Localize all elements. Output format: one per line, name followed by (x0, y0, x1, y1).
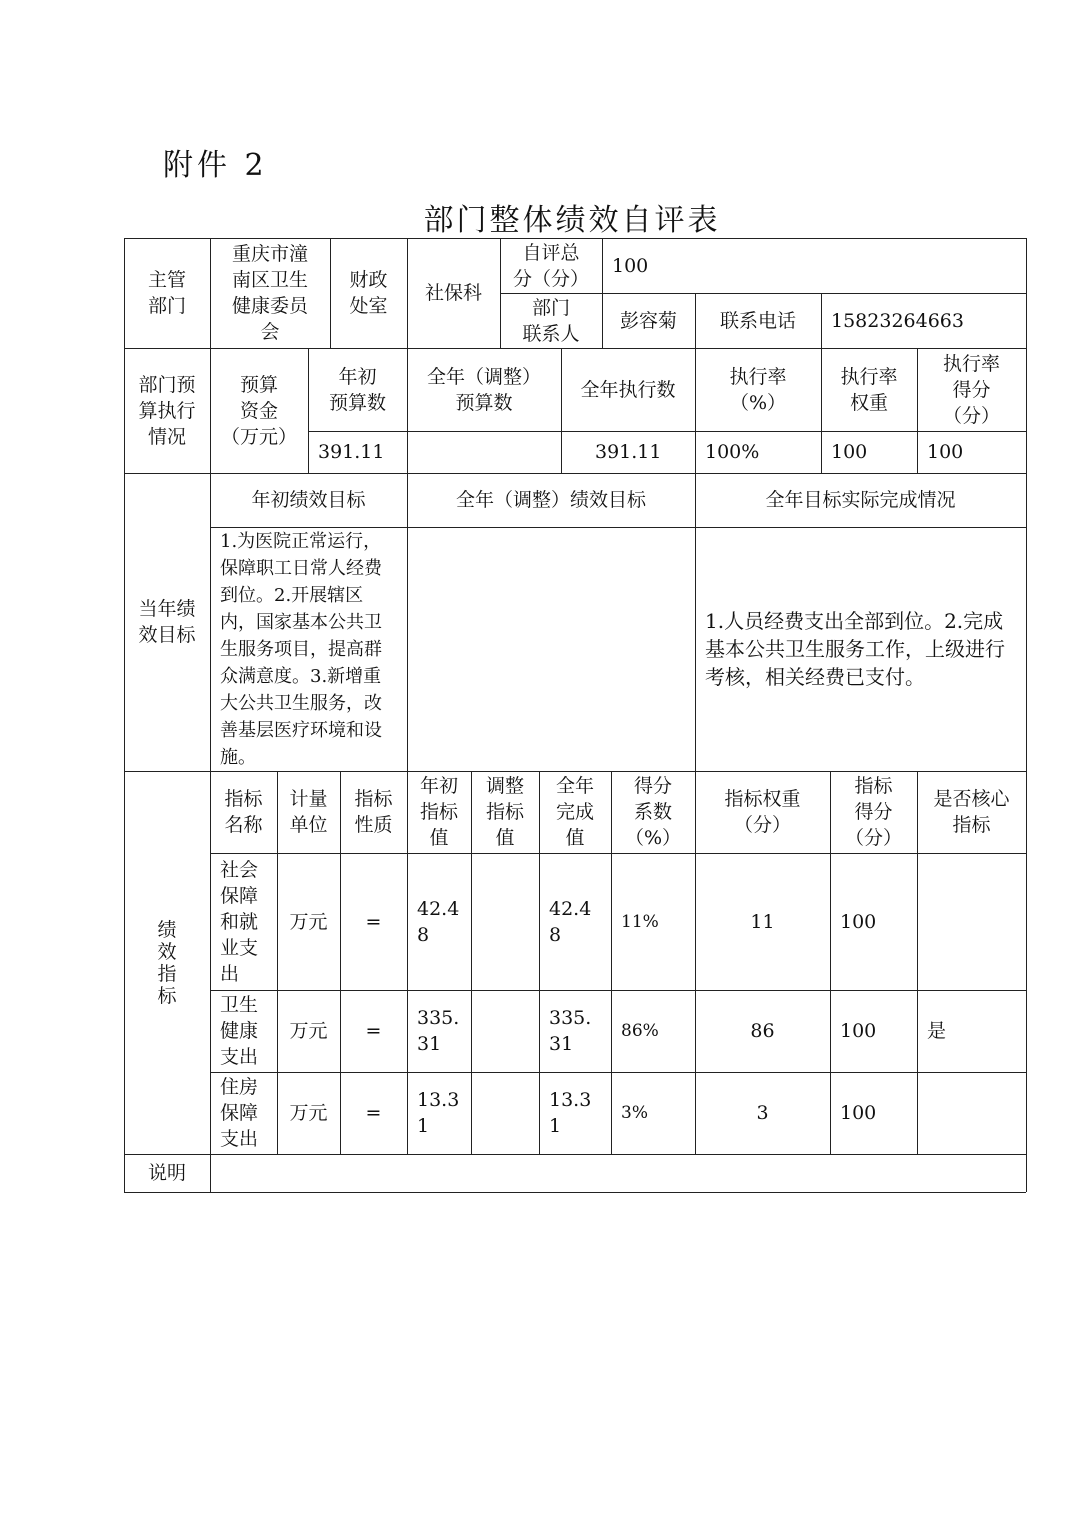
indicator-row-coef: 86% (621, 1021, 659, 1041)
budget-score: 100 (927, 441, 964, 463)
page-title: 部门整体绩效自评表 (423, 203, 721, 238)
budget-rate: 100% (705, 441, 760, 463)
indicator-header-unit: 计量 单位 (289, 788, 328, 836)
table-rule (124, 1192, 1026, 1193)
goals-initial-text: 1.为医院正常运行，保障职工日常人经费到位。2.开展辖区内，国家基本公共卫生服务项目，提高群众满意度。3.新增重大公共卫生服务，改善基层医疗环境和设施。 (220, 530, 382, 768)
indicator-row-name: 社会 保障 和就 业支 出 (220, 858, 259, 985)
indicator-row-score: 100 (840, 1102, 877, 1124)
indicator-row-completed: 42.4 8 (549, 897, 592, 946)
goals-col-actual: 全年目标实际完成情况 (765, 489, 956, 511)
budget-col-executed: 全年执行数 (580, 378, 676, 401)
office-label: 财政 处室 (349, 269, 388, 317)
indicator-row-completed: 335. 31 (549, 1007, 592, 1055)
indicator-row-nature: = (365, 1020, 382, 1042)
indicator-row-completed: 13.3 1 (549, 1089, 592, 1137)
indicator-header-weight: 指标权重 （分） (724, 788, 801, 836)
goals-section-label: 当年绩 效目标 (138, 598, 196, 646)
budget-col-initial: 年初 预算数 (328, 365, 386, 414)
notes-value (210, 1154, 1026, 1192)
indicator-row-initial: 335. 31 (417, 1007, 460, 1055)
goals-adjusted-text (407, 527, 695, 771)
budget-col-weight: 执行率 权重 (840, 365, 898, 414)
dept-label: 主管 部门 (147, 269, 186, 317)
indicator-header-initial: 年初 指标 值 (419, 775, 458, 849)
indicator-header-core: 是否核心 指标 (933, 788, 1010, 836)
indicator-row-score: 100 (840, 910, 877, 933)
indicator-row-coef: 3% (621, 1103, 648, 1123)
indicator-row-name: 住房 保障 支出 (220, 1076, 259, 1150)
indicator-row-core (917, 853, 1026, 990)
contact-value: 彭容菊 (619, 309, 677, 332)
budget-section-label: 部门预 算执行 情况 (138, 373, 196, 448)
indicator-row-adjusted (471, 853, 539, 990)
budget-adjusted (407, 431, 561, 473)
indicator-row-initial: 42.4 8 (417, 897, 460, 946)
budget-col-rate: 执行率 （%） (729, 365, 787, 414)
indicator-row-unit: 万元 (289, 1102, 328, 1124)
budget-initial: 391.11 (318, 441, 385, 463)
indicator-header-adjusted: 调整 指标 值 (485, 775, 524, 849)
indicator-header-name: 指标 名称 (224, 788, 263, 836)
indicator-row-nature: = (365, 1102, 382, 1124)
indicator-row-score: 100 (840, 1020, 877, 1042)
indicator-header-nature: 指标 性质 (354, 788, 393, 836)
indicator-row-core (917, 1072, 1026, 1154)
indicator-row-name: 卫生 健康 支出 (220, 994, 259, 1068)
goals-col-adjusted: 全年（调整）绩效目标 (455, 489, 646, 511)
indicators-section-label: 绩 效 指 标 (157, 918, 177, 1007)
contact-label: 部门 联系人 (522, 296, 580, 345)
indicator-header-score: 指标 得分 （分） (844, 775, 902, 849)
indicator-row-nature: = (365, 910, 382, 933)
budget-col-adjusted: 全年（调整） 预算数 (426, 365, 541, 414)
indicator-row-coef: 11% (621, 911, 659, 932)
indicator-row-initial: 13.3 1 (417, 1089, 460, 1137)
attachment-label: 附件 2 (163, 148, 268, 183)
indicator-row-unit: 万元 (289, 910, 328, 933)
phone-value: 15823264663 (831, 309, 964, 332)
indicator-row-weight: 11 (750, 910, 775, 933)
goals-col-initial: 年初绩效目标 (251, 489, 366, 511)
budget-weight: 100 (831, 441, 868, 463)
dept-value: 重庆市潼 南区卫生 健康委员 会 (231, 243, 308, 343)
notes-label: 说明 (147, 1162, 186, 1184)
budget-col-score: 执行率 得分 （分） (942, 352, 1000, 427)
table-rule (1026, 238, 1027, 1192)
score-value: 100 (612, 254, 649, 277)
budget-executed: 391.11 (595, 441, 662, 463)
indicator-row-weight: 86 (750, 1020, 775, 1042)
indicator-row-weight: 3 (756, 1102, 769, 1124)
score-label: 自评总 分（分） (512, 241, 589, 290)
phone-label: 联系电话 (719, 309, 796, 332)
indicator-row-adjusted (471, 990, 539, 1072)
indicator-row-core: 是 (927, 1020, 947, 1042)
indicator-header-completed: 全年 完成 值 (555, 775, 594, 849)
goals-actual-text: 1.人员经费支出全部到位。2.完成基本公共卫生服务工作，上级进行考核，相关经费已支付。 (705, 609, 1005, 689)
indicator-header-coef: 得分 系数 （%） (624, 775, 682, 849)
indicator-row-adjusted (471, 1072, 539, 1154)
budget-funds-label: 预算 资金 （万元） (220, 373, 297, 448)
indicator-row-unit: 万元 (289, 1020, 328, 1042)
office-value: 社保科 (424, 282, 482, 304)
